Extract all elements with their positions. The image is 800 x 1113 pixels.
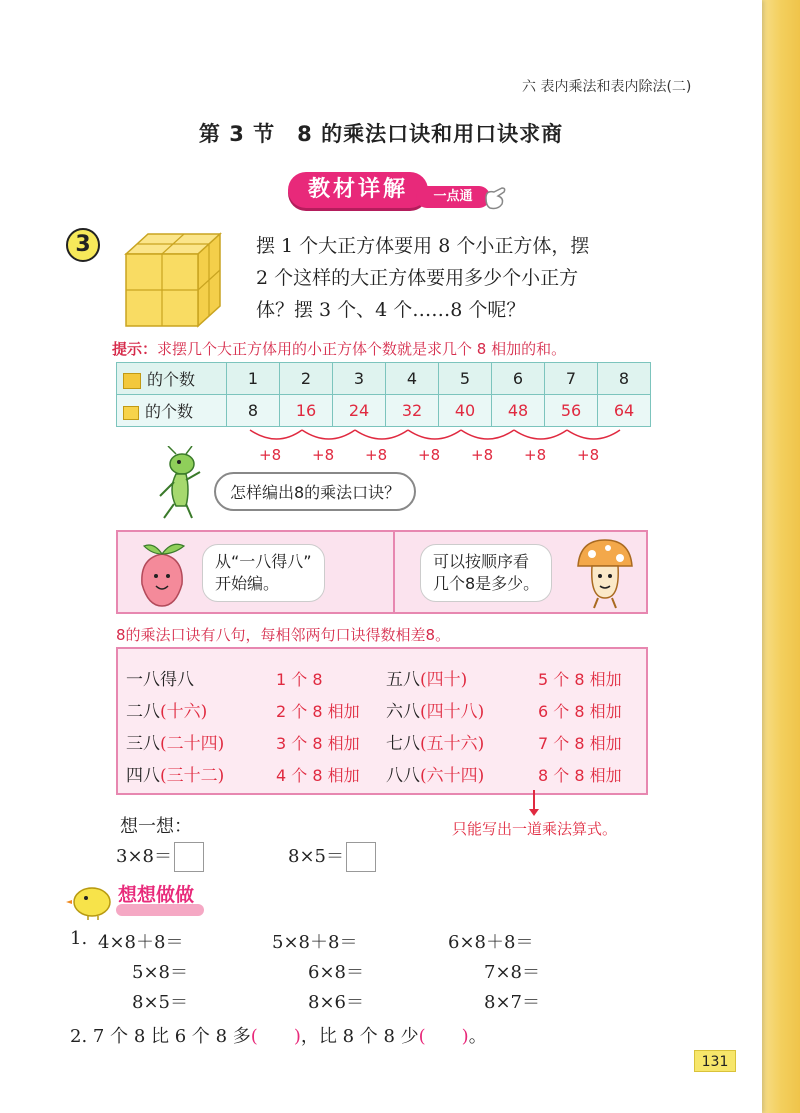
increment-label: +8 <box>524 446 547 464</box>
exercise-1-number: 1. <box>70 928 88 949</box>
question-bubble: 怎样编出8的乘法口诀？ <box>214 472 416 511</box>
problem-text <box>256 230 666 326</box>
rhyme-right-2: 六八(四十八) <box>386 702 485 722</box>
increment-label: +8 <box>471 446 494 464</box>
problem-line: 2 个这样的大正方体要用多少个小正方 <box>256 267 579 289</box>
table-cell: 48 <box>492 395 545 427</box>
think-label: 想一想： <box>120 816 192 837</box>
rhyme-note: 8的乘法口诀有八句，每相邻两句口诀得数相差8。 <box>116 626 451 644</box>
table-row <box>117 363 651 395</box>
exercise-item: 8×7＝ <box>484 992 540 1013</box>
large-cube-icon <box>123 373 141 389</box>
answer-blank[interactable]: ( ) <box>418 1026 469 1047</box>
exercise-item: 8×5＝ <box>132 992 188 1013</box>
exercise-2-part2: ，比 8 个 8 少 <box>300 1026 419 1047</box>
hint-text: 求摆几个大正方体用的小正方体个数就是求几个 8 相加的和。 <box>157 340 567 358</box>
left-speech-bubble: 从“一八得八” 开始编。 <box>202 544 325 602</box>
rhyme-left-4: 四八(三十二) <box>126 766 225 786</box>
table-cell: 5 <box>439 363 492 395</box>
table-cell: 40 <box>439 395 492 427</box>
table-cell: 64 <box>598 395 651 427</box>
dialog-box <box>116 530 648 614</box>
hint <box>112 338 712 359</box>
increment-label: +8 <box>365 446 388 464</box>
banner-sub: 一点通 <box>416 186 490 208</box>
exercise-item: 6×8＋8＝ <box>448 932 534 953</box>
exercise-item: 6×8＝ <box>308 962 364 983</box>
rhyme-meaning: 4 个 8 相加 <box>276 766 360 785</box>
exercise-2-part1: 7 个 8 比 6 个 8 多 <box>92 1026 251 1047</box>
rhyme-meaning: 6 个 8 相加 <box>538 702 622 721</box>
exercise-2-number: 2. <box>70 1026 88 1047</box>
table-cell: 32 <box>386 395 439 427</box>
running-head: 六 表内乘法和表内除法(二) <box>522 79 692 95</box>
rhyme-right-3: 七八(五十六) <box>386 734 485 754</box>
exercise-item: 5×8＋8＝ <box>272 932 358 953</box>
arrow-down-icon <box>533 790 535 810</box>
increment-label: +8 <box>418 446 441 464</box>
practice-title: 想想做做 <box>118 884 195 906</box>
peach-character <box>134 540 190 610</box>
count-table <box>116 362 651 427</box>
table-cell: 7 <box>545 363 598 395</box>
mushroom-character <box>574 536 636 612</box>
rhyme-meaning: 7 个 8 相加 <box>538 734 622 753</box>
table-cell: 24 <box>333 395 386 427</box>
page-number: 131 <box>694 1050 736 1072</box>
grasshopper-character <box>146 446 210 522</box>
rhyme-left-1: 一八得八 <box>126 670 194 690</box>
exercise-item: 8×6＝ <box>308 992 364 1013</box>
answer-box[interactable] <box>174 842 204 872</box>
table-cell: 16 <box>280 395 333 427</box>
rhyme-left-2: 二八(十六) <box>126 702 208 722</box>
table-cell: 1 <box>227 363 280 395</box>
rhyme-meaning: 3 个 8 相加 <box>276 734 360 753</box>
problem-line: 摆 1 个大正方体要用 8 个小正方体，摆 <box>256 235 590 257</box>
pointing-hand-icon <box>482 184 510 212</box>
limit-note: 只能写出一道乘法算式。 <box>452 820 618 838</box>
table-cell: 8 <box>227 395 280 427</box>
think-equation-1: 3×8＝ <box>116 842 204 872</box>
rhyme-meaning: 2 个 8 相加 <box>276 702 360 721</box>
rhyme-right-1: 五八(四十) <box>386 670 468 690</box>
rhyme-meaning: 1 个 8 <box>276 670 323 689</box>
row-header-large-cubes: 的个数 <box>117 363 227 395</box>
exercise-item: 5×8＝ <box>132 962 188 983</box>
table-cell: 2 <box>280 363 333 395</box>
section-title: 第 3 节 8 的乘法口诀和用口诀求商 <box>198 122 564 146</box>
exercise-item: 4×8＋8＝ <box>98 932 184 953</box>
row-header-small-cubes: 的个数 <box>117 395 227 427</box>
increment-label: +8 <box>577 446 600 464</box>
increment-label: +8 <box>259 446 282 464</box>
exercise-2 <box>70 1022 487 1048</box>
table-row <box>117 395 651 427</box>
think-equation-2: 8×5＝ <box>288 842 376 872</box>
exercise-item: 7×8＝ <box>484 962 540 983</box>
answer-blank[interactable]: ( ) <box>250 1026 301 1047</box>
right-speech-bubble: 可以按顺序看 几个8是多少。 <box>420 544 552 602</box>
hint-label: 提示： <box>112 340 158 358</box>
rhyme-meaning: 8 个 8 相加 <box>538 766 622 785</box>
rhyme-left-3: 三八(二十四) <box>126 734 225 754</box>
table-cell: 6 <box>492 363 545 395</box>
small-cube-icon <box>123 406 139 420</box>
chick-icon <box>66 880 116 920</box>
table-cell: 3 <box>333 363 386 395</box>
exercise-2-end: 。 <box>468 1026 487 1047</box>
problem-number-badge: 3 <box>66 228 100 262</box>
table-cell: 8 <box>598 363 651 395</box>
rhyme-right-4: 八八(六十四) <box>386 766 485 786</box>
table-cell: 56 <box>545 395 598 427</box>
answer-box[interactable] <box>346 842 376 872</box>
problem-line: 体？摆 3 个、4 个……8 个呢？ <box>256 299 526 321</box>
increment-label: +8 <box>312 446 335 464</box>
cube-illustration <box>118 228 228 328</box>
table-cell: 4 <box>386 363 439 395</box>
dialog-divider <box>393 532 395 612</box>
rhyme-box <box>116 647 648 795</box>
banner-main: 教材详解 <box>288 172 428 208</box>
rhyme-meaning: 5 个 8 相加 <box>538 670 622 689</box>
